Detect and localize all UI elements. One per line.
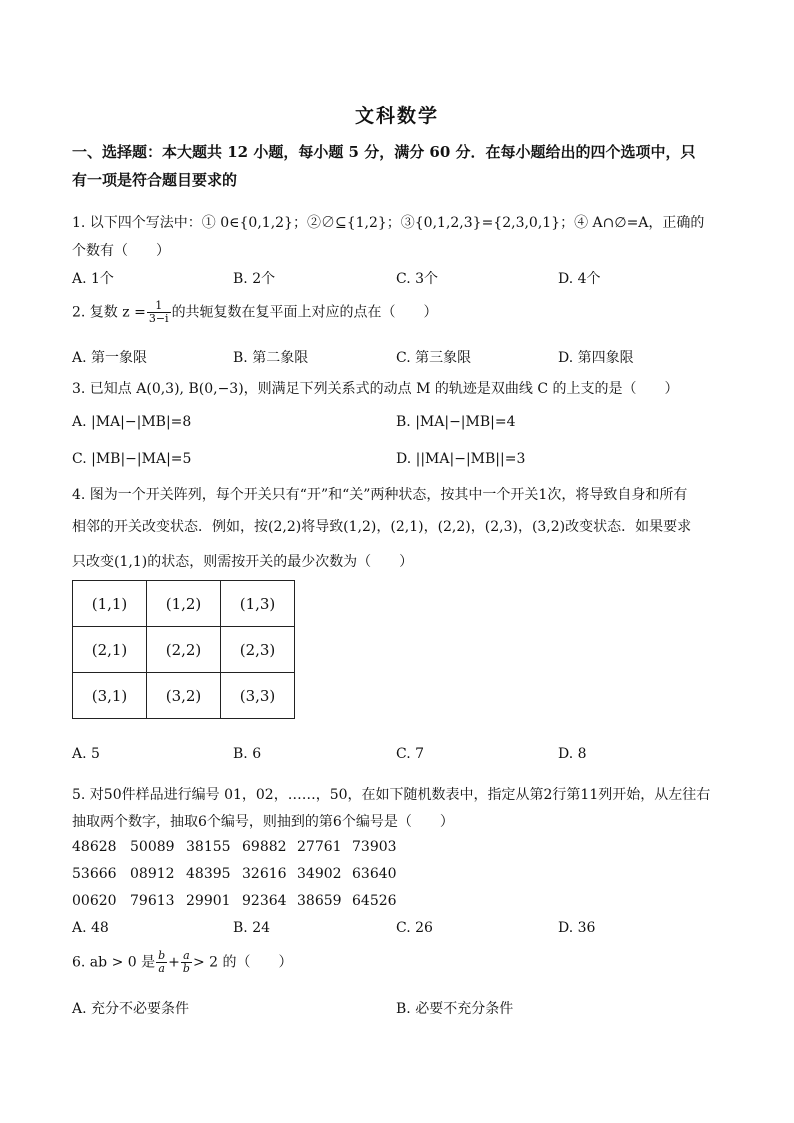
q2-frac-num: 1 <box>147 300 171 313</box>
q6-option-a: A. 充分不必要条件 <box>72 1001 190 1017</box>
grid-cell: (3,1) <box>73 673 147 719</box>
q4-stem-line3: 只改变(1,1)的状态，则需按开关的最少次数为（ ） <box>72 554 414 570</box>
q1-stem-line1: 1. 以下四个写法中：① 0∈{0,1,2}；②∅⊆{1,2}；③{0,1,2,3}={2,3,0,1}；④ A∩∅=A，正确的 <box>72 215 705 231</box>
random-number: 48628 <box>72 839 117 855</box>
grid-cell: (3,2) <box>147 673 221 719</box>
q5-option-b: B. 24 <box>233 920 271 936</box>
q4-stem-line1: 4. 图为一个开关阵列，每个开关只有“开”和“关”两种状态，按其中一个开关1次，将导致自身和所有 <box>72 487 688 503</box>
q6-frac2-num: a <box>181 950 192 963</box>
random-number: 64526 <box>352 893 397 909</box>
q6-prefix: 6. ab > 0 是 <box>72 954 156 971</box>
q6-stem <box>72 950 292 975</box>
q3-stem: 3. 已知点 A(0,3), B(0,−3)，则满足下列关系式的动点 M 的轨迹是双曲线 C 的上支的是（ ） <box>72 381 679 397</box>
q6-suffix: > 2 的（ ） <box>192 954 293 971</box>
q6-option-b: B. 必要不充分条件 <box>396 1001 514 1017</box>
random-number: 34902 <box>297 866 342 882</box>
grid-cell: (2,3) <box>221 627 295 673</box>
q4-stem-line2: 相邻的开关改变状态．例如，按(2,2)将导致(1,2)，(2,1)，(2,2)，(2,3)，(3,2)改变状态．如果要求 <box>72 519 692 535</box>
random-number: 00620 <box>72 893 117 909</box>
random-number: 08912 <box>130 866 175 882</box>
random-number: 48395 <box>186 866 231 882</box>
random-number: 29901 <box>186 893 231 909</box>
q2-suffix: 的共轭复数在复平面上对应的点在（ ） <box>171 304 438 321</box>
random-number: 53666 <box>72 866 117 882</box>
grid-cell: (2,2) <box>147 627 221 673</box>
grid-cell: (2,1) <box>73 627 147 673</box>
q4-option-b: B. 6 <box>233 746 262 762</box>
q5-stem-line1: 5. 对50件样品进行编号 01，02，……，50，在如下随机数表中，指定从第2行第11列开始，从左往右 <box>72 787 711 803</box>
q1-option-a: A. 1个 <box>72 271 114 287</box>
q1-stem-line2: 个数有（ ） <box>72 243 170 259</box>
page-title: 文科数学 <box>354 105 439 127</box>
grid-cell: (3,3) <box>221 673 295 719</box>
q6-fraction-a-over-b <box>181 950 192 975</box>
q3-option-d: D. ||MA|−|MB||=3 <box>396 451 526 467</box>
section-heading-line1: 一、选择题：本大题共 12 小题，每小题 5 分，满分 60 分．在每小题给出的四个选项中，只 <box>72 143 696 161</box>
q3-option-c: C. |MB|−|MA|=5 <box>72 451 192 467</box>
grid-cell: (1,3) <box>221 581 295 627</box>
q4-option-c: C. 7 <box>396 746 425 762</box>
random-number: 32616 <box>242 866 287 882</box>
random-number: 92364 <box>242 893 287 909</box>
random-number: 63640 <box>352 866 397 882</box>
grid-cell: (1,2) <box>147 581 221 627</box>
q3-option-a: A. |MA|−|MB|=8 <box>72 414 192 430</box>
q4-option-a: A. 5 <box>72 746 100 762</box>
random-number: 73903 <box>352 839 397 855</box>
grid-row <box>73 673 295 719</box>
q6-frac1-den: a <box>158 962 165 975</box>
q1-option-c: C. 3个 <box>396 271 439 287</box>
grid-row <box>73 627 295 673</box>
q5-option-a: A. 48 <box>72 920 109 936</box>
random-number: 50089 <box>130 839 175 855</box>
switch-array-grid <box>72 580 295 719</box>
q2-stem <box>72 300 438 325</box>
random-number: 38659 <box>297 893 342 909</box>
q6-frac2-den: b <box>182 962 190 975</box>
q2-option-a: A. 第一象限 <box>72 350 148 366</box>
q6-fraction-b-over-a <box>156 950 167 975</box>
random-number: 79613 <box>130 893 175 909</box>
q5-option-d: D. 36 <box>558 920 596 936</box>
q1-option-d: D. 4个 <box>558 271 601 287</box>
q2-fraction <box>147 300 171 325</box>
grid-cell: (1,1) <box>73 581 147 627</box>
q1-option-b: B. 2个 <box>233 271 276 287</box>
q6-plus: + <box>168 954 180 971</box>
q3-option-b: B. |MA|−|MB|=4 <box>396 414 516 430</box>
q5-stem-line2: 抽取两个数字，抽取6个编号，则抽到的第6个编号是（ ） <box>72 814 454 830</box>
random-number: 69882 <box>242 839 287 855</box>
random-number: 27761 <box>297 839 342 855</box>
q2-frac-den: 3−i <box>148 312 169 325</box>
q2-option-d: D. 第四象限 <box>558 350 634 366</box>
section-heading-line2: 有一项是符合题目要求的 <box>72 171 238 189</box>
q2-option-c: C. 第三象限 <box>396 350 472 366</box>
q5-option-c: C. 26 <box>396 920 433 936</box>
q2-prefix: 2. 复数 z = <box>72 304 146 321</box>
q4-option-d: D. 8 <box>558 746 587 762</box>
q6-frac1-num: b <box>158 949 166 962</box>
grid-row <box>73 581 295 627</box>
q2-option-b: B. 第二象限 <box>233 350 309 366</box>
random-number: 38155 <box>186 839 231 855</box>
